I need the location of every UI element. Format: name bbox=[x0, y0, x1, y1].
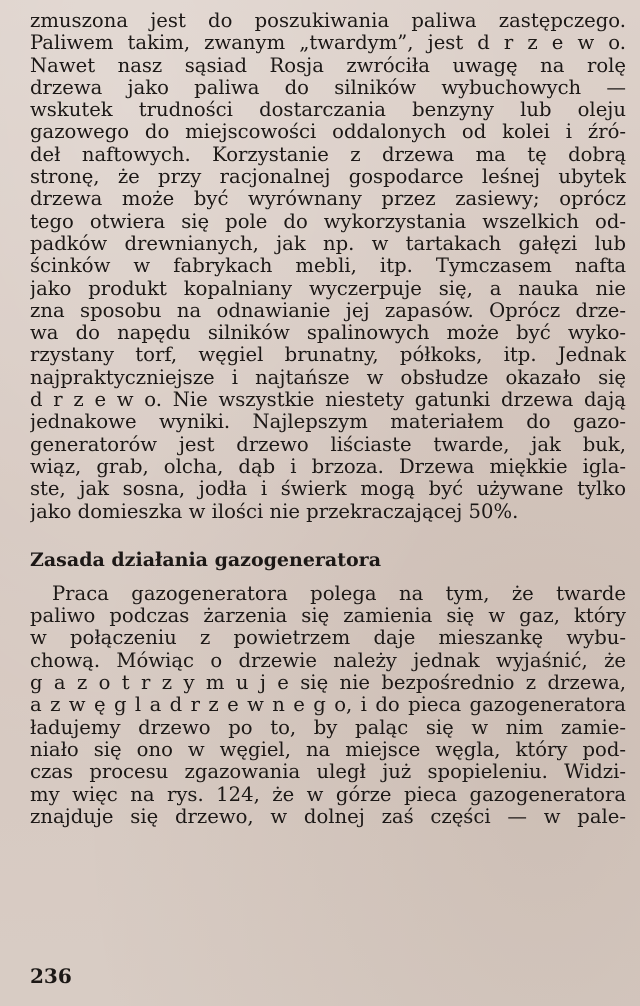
text-line: tego otwiera się pole do wykorzystania wszelkich od- bbox=[30, 210, 626, 233]
text-line: w połączeniu z powietrzem daje mieszankę wybu- bbox=[30, 627, 626, 650]
text-line: jako domieszka w ilości nie przekraczającej 50%. bbox=[30, 500, 519, 523]
text-line: Paliwem takim, zwanym „twardym”, jest d r z e w o. bbox=[30, 32, 626, 55]
text-line: zna sposobu na odnawianie jej zapasów. Oprócz drze- bbox=[30, 299, 626, 322]
text-line: ste, jak sosna, jodła i świerk mogą być używane tylko bbox=[30, 478, 626, 501]
text-line: drzewa może być wyrównany przez zasiewy; oprócz bbox=[30, 188, 626, 211]
text-line: drzewa jako paliwa do silników wybuchowych — bbox=[30, 76, 626, 99]
text-line: najpraktyczniejsze i najtańsze w obsłudze okazało się bbox=[30, 366, 626, 389]
paragraph-gasifier-principle bbox=[30, 583, 626, 828]
text-line: my więc na rys. 124, że w górze pieca gazogeneratora bbox=[30, 783, 626, 806]
text-line: jednakowe wyniki. Najlepszym materiałem do gazo- bbox=[30, 411, 626, 434]
text-line: rzystany torf, węgiel brunatny, półkoks, itp. Jednak bbox=[30, 344, 626, 367]
text-line: Nawet nasz sąsiad Rosja zwróciła uwagę na rolę bbox=[30, 54, 626, 77]
section-heading: Zasada działania gazogeneratora bbox=[30, 548, 382, 571]
text-line: wskutek trudności dostarczania benzyny lub oleju bbox=[30, 99, 626, 122]
text-line: wa do napędu silników spalinowych może być wyko- bbox=[30, 322, 626, 345]
text-line: ładujemy drzewo po to, by paląc się w nim zamie- bbox=[30, 716, 626, 739]
text-line: padków drewnianych, jak np. w tartakach gałęzi lub bbox=[30, 232, 626, 255]
text-line: d r z e w o. Nie wszystkie niestety gatunki drzewa dają bbox=[30, 389, 626, 412]
text-line: paliwo podczas żarzenia się zamienia się w gaz, który bbox=[30, 605, 626, 628]
text-line: znajduje się drzewo, w dolnej zaś części — w pale- bbox=[30, 805, 626, 828]
text-line: gazowego do miejscowości oddalonych od kolei i źró- bbox=[30, 121, 626, 144]
text-line: ścinków w fabrykach mebli, itp. Tymczasem nafta bbox=[30, 255, 626, 278]
text-line: stronę, że przy racjonalnej gospodarce leśnej ubytek bbox=[30, 166, 626, 189]
text-line: zmuszona jest do poszukiwania paliwa zastępczego. bbox=[30, 10, 626, 32]
text-line: Praca gazogeneratora polega na tym, że twarde bbox=[52, 582, 626, 605]
text-line: a z w ę g l a d r z e w n e g o, i do pieca gazogeneratora bbox=[30, 694, 626, 717]
text-line: generatorów jest drzewo liściaste twarde, jak buk, bbox=[30, 433, 626, 456]
paragraph-fuel-wood bbox=[30, 10, 626, 523]
text-line: wiąz, grab, olcha, dąb i brzoza. Drzewa miękkie igla- bbox=[30, 455, 626, 478]
text-line: czas procesu zgazowania uległ już spopieleniu. Widzi- bbox=[30, 761, 626, 784]
text-line: niało się ono w węgiel, na miejsce węgla, który pod- bbox=[30, 738, 626, 761]
page-number: 236 bbox=[30, 964, 72, 988]
text-line: jako produkt kopalniany wyczerpuje się, a nauka nie bbox=[30, 277, 626, 300]
text-line: chową. Mówiąc o drzewie należy jednak wyjaśnić, że bbox=[30, 649, 626, 672]
text-line: deł naftowych. Korzystanie z drzewa ma tę dobrą bbox=[30, 143, 626, 166]
text-line: g a z o t r z y m u j e się nie bezpośrednio z drzewa, bbox=[30, 672, 626, 695]
